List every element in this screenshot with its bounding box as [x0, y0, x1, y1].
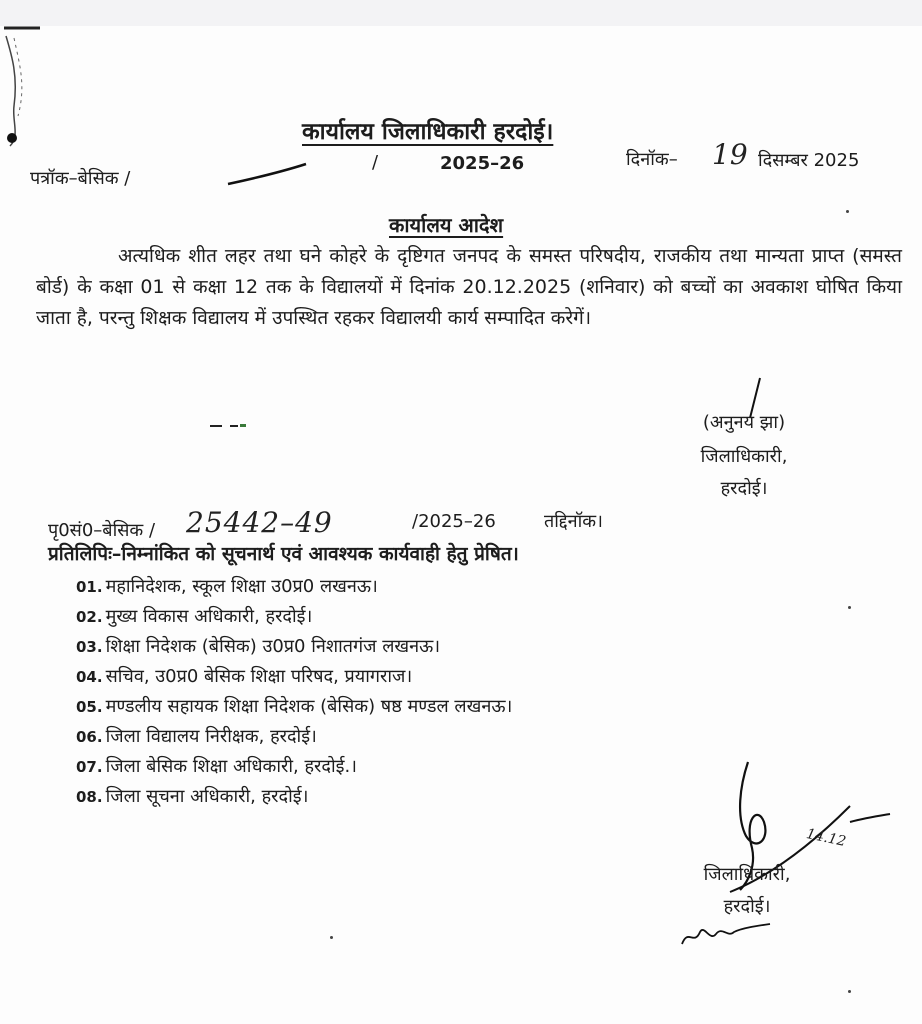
speck [330, 936, 333, 939]
order-body-text: अत्यधिक शीत लहर तथा घने कोहरे के दृष्टिगत जनपद के समस्त परिषदीय, राजकीय तथा मान्यता प्राप्त (समस्त बोर्ड) के कक्षा 01 से कक्षा 12 तक के विद्यालयों में दिनांक 20.12.2025 (शनिवार) को बच्चों का अवकाश घोषित किया जाता है, परन्तु शिक्षक विद्यालय में उपस्थित रहकर विद्यालयी कार्य सम्पादित करेगें। [36, 245, 902, 329]
list-item: 06. जिला विद्यालय निरीक्षक, हरदोई। [76, 726, 317, 747]
signatory-title: जिलाधिकारी, [700, 446, 788, 467]
list-item: 03. शिक्षा निदेशक (बेसिक) उ0प्र0 निशातगंज लखनऊ। [76, 636, 441, 657]
handwritten-dash-mark [226, 160, 310, 190]
reference-label: पत्रॉक–बेसिक / [30, 168, 131, 189]
speck [846, 210, 849, 213]
screenshot-top-bar [0, 0, 922, 26]
endorsement-number-handwritten: 25442–49 [186, 506, 333, 539]
office-title: कार्यालय जिलाधिकारी हरदोई। [302, 119, 554, 145]
list-item: 04. सचिव, उ0प्र0 बेसिक शिक्षा परिषद, प्रयागराज। [76, 666, 413, 687]
signatory-name: (अनुनय झा) [702, 412, 786, 433]
bottom-signatory-place: हरदोई। [723, 896, 771, 917]
stray-mark [208, 420, 248, 432]
date-month-year: दिसम्बर 2025 [758, 150, 860, 171]
speck [848, 990, 851, 993]
endorsement-year: /2025–26 [412, 511, 496, 532]
list-item: 07. जिला बेसिक शिक्षा अधिकारी, हरदोई.। [76, 756, 357, 777]
order-title: कार्यालय आदेश [389, 213, 504, 237]
list-item: 08. जिला सूचना अधिकारी, हरदोई। [76, 786, 309, 807]
date-label: दिनॉक– [626, 149, 678, 170]
reference-year: 2025–26 [440, 153, 525, 174]
list-item: 02. मुख्य विकास अधिकारी, हरदोई। [76, 606, 313, 627]
list-item: 05. मण्डलीय सहायक शिक्षा निदेशक (बेसिक) षष्ठ मण्डल लखनऊ। [76, 696, 513, 717]
endorsement-date: तद्दिनॉक। [544, 511, 603, 532]
list-item: 01. महानिदेशक, स्कूल शिक्षा उ0प्र0 लखनऊ। [76, 576, 378, 597]
speck [848, 606, 851, 609]
endorsement-label: पृ0सं0–बेसिक / [48, 520, 156, 541]
page-edge-marks [0, 26, 40, 156]
date-day-handwritten: 19 [712, 138, 748, 171]
order-body [36, 241, 902, 334]
initials-scribble [676, 918, 776, 952]
copy-list [76, 572, 512, 812]
bottom-sign-date-handwritten: 14.12 [804, 826, 848, 850]
signatory-place: हरदोई। [720, 478, 768, 499]
reference-slash: / [372, 152, 379, 173]
copy-heading: प्रतिलिपिः–निम्नांकित को सूचनार्थ एवं आवश्यक कार्यवाही हेतु प्रेषित। [48, 543, 519, 565]
bottom-signatory-title: जिलाधिकारी, [703, 864, 791, 885]
